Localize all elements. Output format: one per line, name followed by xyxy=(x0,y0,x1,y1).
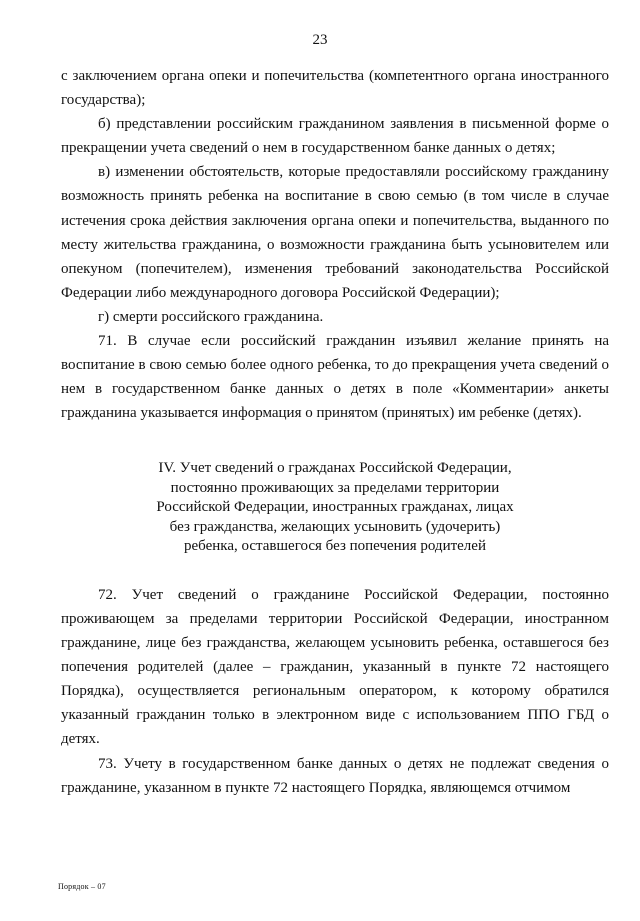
paragraph-71: 71. В случае если российский гражданин изъявил желание принять на воспитание в свою семью более одного ребенка, то до прекращения учета сведений о нем в государственном банке данных о детях в поле «Комментарии» анкеты гражданина указывается информация о принятом (принятых) им ребенке (детях). xyxy=(61,333,609,422)
paragraph-item-b: б) представлении российским гражданином заявления в письменной форме о прекращении учета сведений о нем в государственном банке данных о детях; xyxy=(61,116,609,157)
paragraph-73: 73. Учету в государственном банке данных о детях не подлежат сведения о гражданине, указанном в пункте 72 настоящего Порядка, являющемся отчимом xyxy=(61,755,609,796)
section-heading-line: Российской Федерации, иностранных гражданах, лицах xyxy=(156,499,514,516)
paragraph-continuation: с заключением органа опеки и попечительства (компетентного органа иностранного государства); xyxy=(61,68,609,109)
paragraph-item-v: в) изменении обстоятельств, которые предоставляли российскому гражданину возможность принять ребенка на воспитание в свою семью (в том числе в случае истечения срока действия заключения органа опеки и попечительства, выданного по месту жительства гражданина, о возможности гражданина быть усыновителем или опекуном (попечителем), изменения требований законодательства Российской Федерации либо международного договора Российской Федерации); xyxy=(61,164,609,301)
footer-doc-code: Порядок – 07 xyxy=(58,882,106,891)
section-heading-line: IV. Учет сведений о гражданах Российской Федерации, xyxy=(158,460,512,477)
paragraph-72: 72. Учет сведений о гражданине Российской Федерации, постоянно проживающем за пределами территории Российской Федерации, иностранном гражданине, лице без гражданства, желающем усыновить ребенка, оставшегося без попечения родителей (далее – гражданин, указанный в пункте 72 настоящего Порядка), осуществляется региональным оператором, к которому обратился указанный гражданин только в электронном виде с использованием ППО ГБД о детях. xyxy=(61,586,609,748)
document-body xyxy=(61,64,609,800)
section-heading-line: ребенка, оставшегося без попечения родителей xyxy=(184,538,486,555)
section-heading-line: постоянно проживающих за пределами территории xyxy=(170,479,500,496)
page-number: 23 xyxy=(312,32,328,48)
section-heading xyxy=(61,459,609,557)
section-heading-line: без гражданства, желающих усыновить (удочерить) xyxy=(169,518,501,535)
paragraph-item-g: г) смерти российского гражданина. xyxy=(98,308,324,325)
